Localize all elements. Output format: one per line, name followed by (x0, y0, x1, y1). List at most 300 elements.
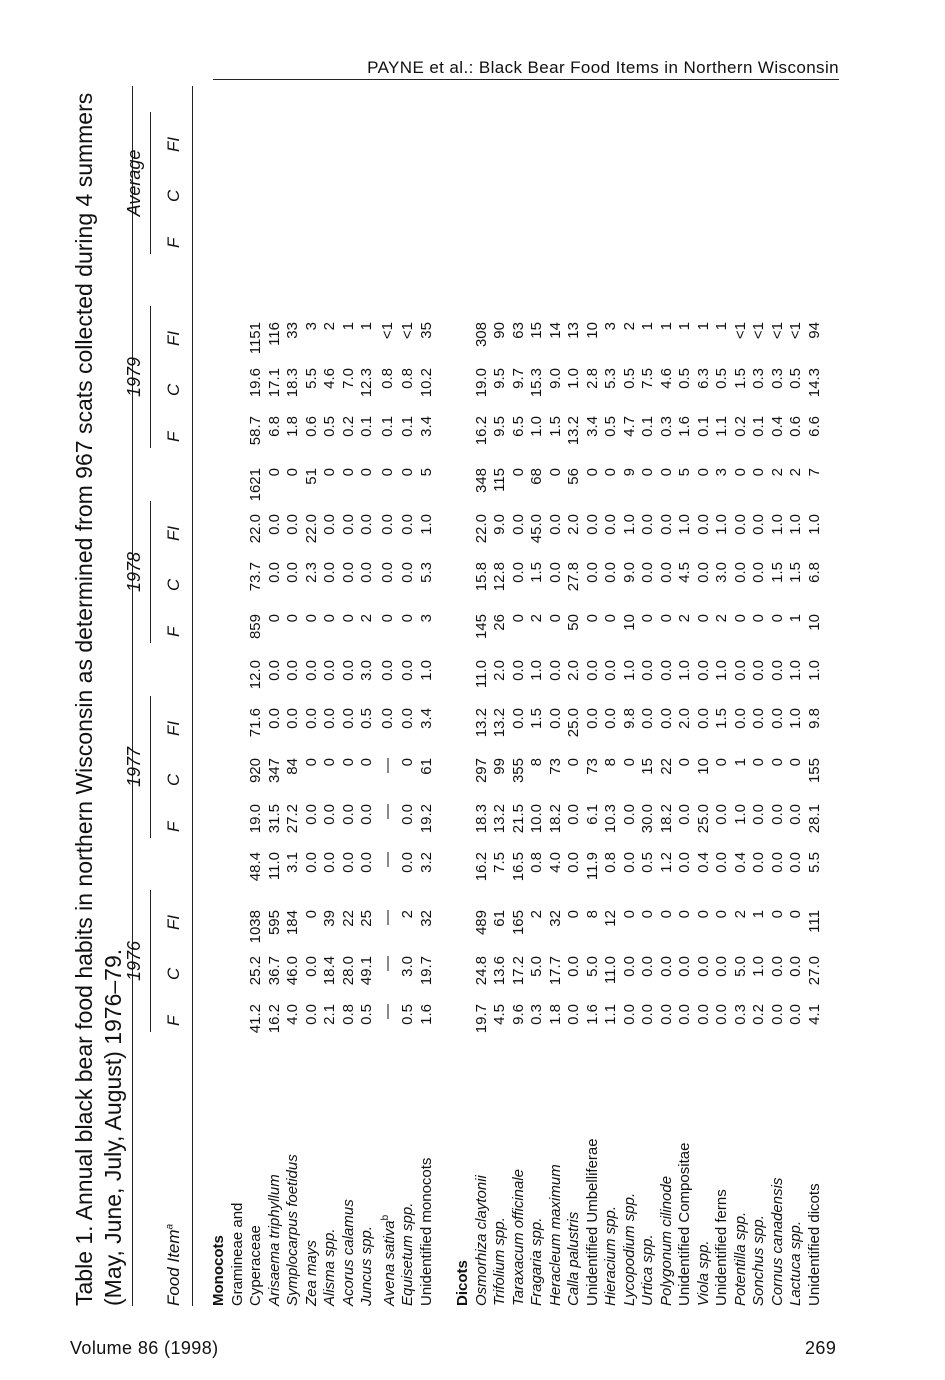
table-cell: 0 (358, 468, 375, 477)
table-cell: 0 (583, 614, 601, 623)
table-cell: 0.0 (768, 660, 786, 681)
food-item-name: Urtica spp. (639, 1234, 656, 1306)
table-cell: 3 (713, 468, 730, 477)
table-cell: 0.0 (768, 804, 786, 825)
food-item-name: Lactuca spp. (787, 1220, 804, 1306)
table-cell: 0.0 (399, 514, 416, 535)
table-cell: 595 (265, 910, 283, 936)
table-cell: 24.8 (472, 956, 490, 986)
table-cell: 1.0 (731, 804, 749, 825)
table-cell: 0.0 (620, 852, 638, 873)
table-cell: 41.2 (247, 1004, 264, 1034)
table-cell: 1.0 (805, 660, 823, 681)
table-cell: 0.0 (565, 1004, 582, 1025)
table-cell: 19.2 (417, 804, 435, 834)
table-cell: 0 (694, 910, 712, 919)
table-cell: 30.0 (639, 804, 656, 834)
table-cell: 0 (620, 758, 638, 767)
table-row (303, 322, 322, 1306)
table-cell: — (378, 956, 396, 971)
table-cell (229, 468, 248, 514)
table-cell: 0.0 (694, 660, 712, 681)
table-cell: 0.1 (694, 416, 712, 437)
table-row (321, 322, 340, 1306)
table-cell: 5.0 (528, 956, 545, 977)
table-cell: 22 (339, 910, 357, 927)
table-cell: 9.8 (805, 708, 823, 729)
table-cell: 2.8 (583, 368, 601, 389)
table-cell: 0.0 (768, 1004, 786, 1025)
table-cell: 7.0 (339, 368, 357, 389)
table-cell: 2.0 (565, 660, 582, 681)
table-cell: 0 (731, 614, 749, 623)
table-cell: 16.5 (509, 852, 527, 882)
table-cell: 17.7 (546, 956, 564, 986)
table-cell: 0.0 (583, 660, 601, 681)
table-cell: 1.5 (713, 708, 730, 729)
food-item-name: Unidentified Compositae (676, 1142, 693, 1306)
table-cell: 0.0 (265, 562, 283, 583)
table-cell: 0.0 (731, 660, 749, 681)
table-cell: 1038 (247, 910, 264, 944)
table-cell: 0.0 (602, 708, 619, 729)
table-cell: 0.0 (750, 562, 767, 583)
table-cell: 0.0 (284, 514, 301, 535)
food-item-name: Unidentified monocots (417, 1157, 435, 1306)
table-cell: 18.2 (657, 804, 675, 834)
table-cell: 2.0 (565, 514, 582, 535)
food-item-name: Heracleum maximum (546, 1164, 564, 1306)
table-cell: 0.0 (284, 562, 301, 583)
sub-header-f: F (164, 431, 183, 442)
table-cell: 1 (358, 322, 375, 331)
table-cell: 0.0 (602, 514, 619, 535)
table-cell: 0.0 (620, 1004, 638, 1025)
table-cell: 13.2 (472, 708, 490, 738)
table-cell: 2 (731, 910, 749, 919)
table-cell: — (378, 910, 396, 925)
table-cell: 6.6 (805, 416, 823, 437)
table-cell: 73 (583, 758, 601, 775)
table-cell: 0 (321, 758, 338, 767)
col-group-1977: 1977 (124, 696, 151, 838)
table-cell: 0.5 (787, 368, 804, 389)
table-cell: 1.0 (417, 660, 435, 681)
table-cell: 9.5 (491, 416, 508, 437)
food-item-name: Trifolium spp. (491, 1217, 508, 1306)
table-cell: 9.6 (509, 1004, 527, 1025)
table-cell: 0 (768, 614, 786, 623)
table-cell: 9.0 (546, 368, 564, 389)
table-cell: 0.0 (694, 1004, 712, 1025)
table-cell: 0.0 (676, 852, 693, 873)
table-cell: 0 (339, 468, 357, 477)
table-cell: 39 (321, 910, 338, 927)
table-cell: 0.0 (768, 852, 786, 873)
table-cell: 145 (472, 614, 490, 640)
table-cell: 32 (417, 910, 435, 927)
table-row (284, 322, 303, 1306)
table-cell: 2 (713, 614, 730, 623)
table-cell: 26 (491, 614, 508, 631)
table-cell: 73.7 (247, 562, 264, 592)
table-row (358, 322, 377, 1306)
table-row (769, 322, 788, 1306)
table-cell: 0.0 (639, 660, 656, 681)
table-row (787, 322, 806, 1306)
table-cell: 0 (302, 758, 320, 767)
table-cell: 0.0 (321, 514, 338, 535)
table-cell: 5.3 (417, 562, 435, 583)
table-cell (229, 758, 248, 804)
table-cell: 0.0 (731, 562, 749, 583)
table-cell: 46.0 (284, 956, 301, 986)
table-cell: 0.4 (694, 852, 712, 873)
table-cell: 0 (694, 614, 712, 623)
table-cell: 0 (768, 910, 786, 919)
table-cell: 115 (491, 468, 508, 492)
table-cell (229, 660, 248, 708)
table-cell: 0.0 (265, 708, 283, 729)
table-cell: 0.8 (602, 852, 619, 873)
table-cell: 4.6 (657, 368, 675, 389)
table-cell: 49.1 (358, 956, 375, 986)
table-cell: 2 (321, 322, 338, 331)
table-cell: 22.0 (472, 514, 490, 544)
table-cell: 0.0 (602, 660, 619, 681)
table-cell: 11.9 (583, 852, 601, 881)
table-cell: 0 (265, 468, 283, 477)
table-cell: 9.8 (620, 708, 638, 729)
table-cell: 0 (302, 910, 320, 919)
table-cell: 1.6 (583, 1004, 601, 1025)
food-item-name: Osmorhiza claytonii (472, 1175, 490, 1306)
food-item-name: Juncus spp. (358, 1225, 375, 1306)
table-cell: 1.2 (657, 852, 675, 873)
sub-header-c: C (164, 578, 183, 591)
table-cell: 0 (509, 468, 527, 477)
table-cell: 0.0 (787, 956, 804, 977)
table-cell: 2 (358, 614, 375, 623)
table-row (377, 322, 400, 1306)
table-row (639, 322, 658, 1306)
table-cell: 0.1 (399, 416, 416, 437)
table-cell: 0.0 (284, 708, 301, 729)
table-cell (229, 514, 248, 562)
table-cell: 25.2 (247, 956, 264, 986)
table-cell: 0 (284, 468, 301, 477)
table-cell: 11.0 (265, 852, 283, 881)
table-cell: 5.0 (583, 956, 601, 977)
table-cell: 0.1 (378, 416, 396, 437)
rotated-table-block (60, 80, 860, 1314)
table-cell: 1.1 (713, 416, 730, 437)
table-cell: 16.2 (472, 416, 490, 446)
table-cell: 0.1 (639, 416, 656, 437)
table-cell: 10 (583, 322, 601, 339)
food-item-name: Cornus canadensis (768, 1177, 786, 1306)
table-row (565, 322, 584, 1306)
table-cell: 0.0 (713, 1004, 730, 1025)
table-cell: 0.0 (694, 562, 712, 583)
table-cell: 0.0 (302, 852, 320, 873)
table-cell: 0 (399, 614, 416, 623)
table-cell: 25.0 (694, 804, 712, 834)
sub-header-c: C (164, 383, 183, 396)
food-item-name: Taraxacum officinale (509, 1168, 527, 1306)
table-cell: 116 (265, 322, 283, 346)
table-cell: 1.0 (417, 514, 435, 535)
food-item-name: Hieracium spp. (602, 1205, 619, 1306)
food-item-name: Arisaema triphyllum (265, 1174, 283, 1306)
table-cell: 0.0 (509, 562, 527, 583)
table-cell: 9.0 (491, 514, 508, 535)
table-cell: 19.7 (472, 1004, 490, 1034)
table-row (547, 322, 566, 1306)
table-cell: — (378, 852, 396, 867)
table-cell (229, 368, 248, 416)
sub-header-f: F (164, 237, 183, 248)
food-item-name: Zea mays (302, 1240, 320, 1306)
table-cell: 0 (399, 758, 416, 767)
table-cell: 1.0 (528, 416, 545, 437)
sub-header-c: C (164, 967, 183, 980)
table-row (418, 322, 437, 1306)
table-cell: 0.0 (358, 804, 375, 825)
table-cell: 0.0 (339, 660, 357, 681)
food-item-name: Symplocarpus foetidus (284, 1154, 301, 1306)
table-cell: 0 (321, 468, 338, 477)
table-cell: 61 (491, 910, 508, 927)
table-cell: 1.0 (787, 514, 804, 535)
section-title: Monocots (210, 1235, 227, 1306)
table-cell: 94 (805, 322, 823, 339)
table-cell: 0 (358, 758, 375, 767)
table-cell: 0.4 (731, 852, 749, 873)
table-cell: 0.0 (546, 660, 564, 681)
table-cell: 0.0 (339, 562, 357, 583)
table-cell: 0.0 (620, 804, 638, 825)
footer-volume: Volume 86 (1998) (70, 1338, 219, 1358)
table-cell: 0.8 (528, 852, 545, 873)
table-cell: 10 (694, 758, 712, 775)
table-cell: 17.1 (265, 368, 283, 398)
table-cell: 1.5 (731, 368, 749, 389)
table-cell: 0 (602, 614, 619, 623)
table-cell: <1 (378, 322, 396, 340)
table-cell: 18.2 (546, 804, 564, 834)
table-cell: 3.4 (417, 708, 435, 729)
sub-header-f: F (164, 1015, 183, 1026)
table-cell: 0 (378, 614, 396, 623)
table-cell: 0.0 (565, 852, 582, 873)
table-cell: 0.0 (302, 804, 320, 825)
table-cell: 0.0 (583, 562, 601, 583)
table-cell: 33 (284, 322, 301, 339)
table-cell: 15 (639, 758, 656, 775)
table-cell: 1.5 (768, 562, 786, 583)
table-cell: 0 (546, 468, 564, 477)
table-cell: 13.2 (565, 416, 582, 446)
table-cell: 0.0 (378, 562, 396, 583)
table-row (806, 322, 825, 1306)
table-cell: 0 (694, 468, 712, 477)
table-cell: 0.0 (339, 852, 357, 873)
table-cell: 0.8 (399, 368, 416, 389)
table-cell: 2.3 (302, 562, 320, 583)
table-cell: 1.8 (546, 1004, 564, 1025)
table-cell: 0.0 (750, 852, 767, 873)
table-cell: 6.3 (694, 368, 712, 389)
table-cell: 21.5 (509, 804, 527, 834)
table-cell: 0.0 (694, 708, 712, 729)
table-cell: 1.0 (620, 660, 638, 681)
table-cell: 1 (339, 322, 357, 331)
table-cell: 0.0 (321, 660, 338, 681)
table-cell: 36.7 (265, 956, 283, 986)
table-cell: 0.0 (509, 514, 527, 535)
table-cell: 90 (491, 322, 508, 339)
table-cell: 0.0 (787, 1004, 804, 1025)
table-cell: 0.0 (378, 514, 396, 535)
table-cell: 1.5 (528, 708, 545, 729)
table-cell: 0.0 (284, 660, 301, 681)
sub-header-fi: FI (164, 330, 183, 346)
table-cell: 0.0 (546, 562, 564, 583)
sub-header-f: F (164, 626, 183, 637)
table-cell: 3.4 (583, 416, 601, 437)
table-cell: 4.0 (546, 852, 564, 873)
table-cell: 1.0 (787, 708, 804, 729)
table-cell: 0 (639, 910, 656, 919)
table-cell: 0.0 (657, 514, 675, 535)
table-cell: 0.0 (583, 514, 601, 535)
table-cell: 0.5 (602, 416, 619, 437)
table-cell: 0.0 (768, 708, 786, 729)
table-cell: 0 (546, 614, 564, 623)
table-cell: 0.0 (321, 804, 338, 825)
table-cell: 0.6 (787, 416, 804, 437)
table-cell: 1.6 (676, 416, 693, 437)
table-cell: 10.3 (602, 804, 619, 834)
table-cell: 35 (417, 322, 435, 339)
table-cell: 0 (713, 910, 730, 919)
sub-header-c: C (164, 773, 183, 786)
table-cell: 2 (787, 468, 804, 477)
table-cell: 5.3 (602, 368, 619, 389)
table-cell: 12.8 (491, 562, 508, 592)
table-cell: 355 (509, 758, 527, 784)
table-cell: 0.0 (639, 708, 656, 729)
table-cell: 3.1 (284, 852, 301, 873)
table-cell: 2 (620, 322, 638, 331)
table-cell: 1.0 (676, 514, 693, 535)
table-row (713, 322, 732, 1306)
table-cell: 0 (639, 614, 656, 623)
table-cell: 0.0 (657, 562, 675, 583)
table-cell: 18.3 (284, 368, 301, 398)
table-cell: 0.0 (399, 660, 416, 681)
table-cell: 11.0 (472, 660, 490, 689)
table-cell: 14 (546, 322, 564, 339)
food-item-name: Calla palustris (565, 1211, 582, 1306)
table-cell: 1 (750, 910, 767, 919)
table-cell: 0.0 (339, 708, 357, 729)
table-cell: 3.4 (417, 416, 435, 437)
table-cell: 0.0 (620, 956, 638, 977)
table-cell: 0.0 (657, 956, 675, 977)
table-cell: 0.0 (302, 708, 320, 729)
table-cell: 0.0 (602, 562, 619, 583)
table-row (247, 322, 266, 1306)
table-cell: 0 (750, 758, 767, 767)
table-row (510, 322, 529, 1306)
table-cell: 0 (339, 614, 357, 623)
table-cell: 0.5 (713, 368, 730, 389)
table-cell: 0.8 (378, 368, 396, 389)
table-cell: 48.4 (247, 852, 264, 882)
table-cell: 10 (620, 614, 638, 631)
table-cell: 0.1 (750, 416, 767, 437)
table-cell: 5.5 (805, 852, 823, 873)
table-cell: 2.0 (491, 660, 508, 681)
table-cell: 27.2 (284, 804, 301, 834)
table-cell: 1.0 (676, 660, 693, 681)
table-cell: 12.0 (247, 660, 264, 690)
table-cell: 1.0 (768, 514, 786, 535)
sub-header-fi: FI (164, 525, 183, 541)
table-cell: 0.0 (358, 852, 375, 873)
table-row (473, 322, 492, 1306)
table-cell: 0 (787, 910, 804, 919)
table-cell: 0.0 (565, 804, 582, 825)
food-item-name: Equisetum spp. (399, 1202, 416, 1306)
food-item-name: Fragaria spp. (528, 1217, 545, 1306)
table-cell: 1.8 (284, 416, 301, 437)
table-cell: 0 (321, 614, 338, 623)
table-cell: 50 (565, 614, 582, 631)
table-cell: 0.0 (321, 562, 338, 583)
table-cell: 0.0 (399, 852, 416, 873)
table-cell: 347 (265, 758, 283, 784)
table-cell: 0.0 (694, 956, 712, 977)
table-cell: 1.0 (805, 514, 823, 535)
table-cell: 0.0 (713, 804, 730, 825)
table-cell: 0.0 (787, 852, 804, 873)
table-cell: 0.3 (528, 1004, 545, 1025)
table-cell: 920 (247, 758, 264, 784)
table-cell: 0 (378, 468, 396, 477)
table-cell: 1 (731, 758, 749, 767)
table-row (340, 322, 359, 1306)
table-cell: 15 (528, 322, 545, 339)
table-cell: 0.0 (676, 804, 693, 825)
table-cell: 58.7 (247, 416, 264, 446)
table-cell: 5.0 (731, 956, 749, 977)
table-cell: 2 (528, 910, 545, 919)
table-cell: 13.2 (491, 708, 508, 738)
col-group-1979: 1979 (124, 306, 151, 448)
table-cell: 0 (750, 468, 767, 477)
table-cell: 0 (302, 614, 320, 623)
table-cell: 308 (472, 322, 490, 348)
table-cell: 19.0 (472, 368, 490, 398)
table-cell: 0.5 (321, 416, 338, 437)
table-cell: 1 (639, 322, 656, 331)
table-cell: 1.6 (417, 1004, 435, 1025)
table-cell: 0.0 (399, 562, 416, 583)
table-cell: 0.5 (399, 1004, 416, 1025)
